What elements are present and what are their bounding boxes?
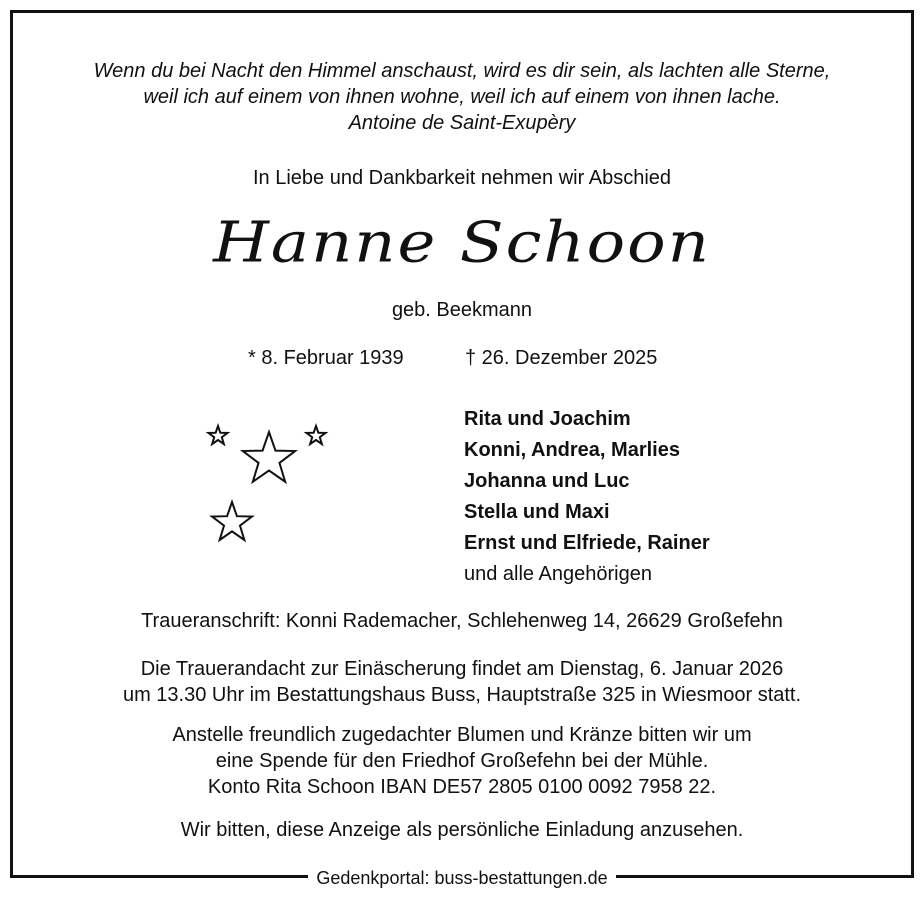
mourners-closing: und alle Angehörigen xyxy=(464,563,652,585)
mourners-list xyxy=(464,404,710,590)
memorial-portal xyxy=(0,866,924,890)
star-icon xyxy=(208,426,227,444)
quote-line: weil ich auf einem von ihnen wohne, weil ich auf einem von ihnen lache. xyxy=(143,86,781,108)
stars-icon xyxy=(196,416,340,556)
birth-date: * 8. Februar 1939 xyxy=(248,347,404,369)
star-icon xyxy=(212,502,252,540)
donation-info xyxy=(0,722,924,800)
mourning-address: Traueranschrift: Konni Rademacher, Schlehenweg 14, 26629 Großefehn xyxy=(141,610,783,632)
quote-author: Antoine de Saint-Exupèry xyxy=(348,112,576,134)
invitation-note: Wir bitten, diese Anzeige als persönliche Einladung anzusehen. xyxy=(180,819,744,841)
star-icon xyxy=(243,432,295,482)
mourner: Konni, Andrea, Marlies xyxy=(464,439,680,461)
deceased-name: Hanne Schoon xyxy=(213,210,711,276)
donation-line: Konto Rita Schoon IBAN DE57 2805 0100 0092 7958 22. xyxy=(207,776,717,798)
mourner: Johanna und Luc xyxy=(464,470,630,492)
service-line: Die Trauerandacht zur Einäscherung findet am Dienstag, 6. Januar 2026 xyxy=(140,658,784,680)
quote-line: Wenn du bei Nacht den Himmel anschaust, wird es dir sein, als lachten alle Sterne, xyxy=(93,60,831,82)
mourner: Stella und Maxi xyxy=(464,501,610,523)
death-date: † 26. Dezember 2025 xyxy=(465,347,658,369)
mourner: Ernst und Elfriede, Rainer xyxy=(464,532,710,554)
donation-line: Anstelle freundlich zugedachter Blumen und Kränze bitten wir um xyxy=(172,724,752,746)
service-line: um 13.30 Uhr im Bestattungshaus Buss, Hauptstraße 325 in Wiesmoor statt. xyxy=(122,684,802,706)
maiden-name: geb. Beekmann xyxy=(391,299,533,321)
intro-text: In Liebe und Dankbarkeit nehmen wir Abschied xyxy=(252,167,672,189)
memorial-portal-link[interactable]: Gedenkportal: buss-bestattungen.de xyxy=(308,868,615,888)
service-info xyxy=(0,656,924,708)
star-icon xyxy=(306,426,325,444)
quote xyxy=(0,58,924,136)
donation-line: eine Spende für den Friedhof Großefehn bei der Mühle. xyxy=(215,750,709,772)
mourner: Rita und Joachim xyxy=(464,408,631,430)
